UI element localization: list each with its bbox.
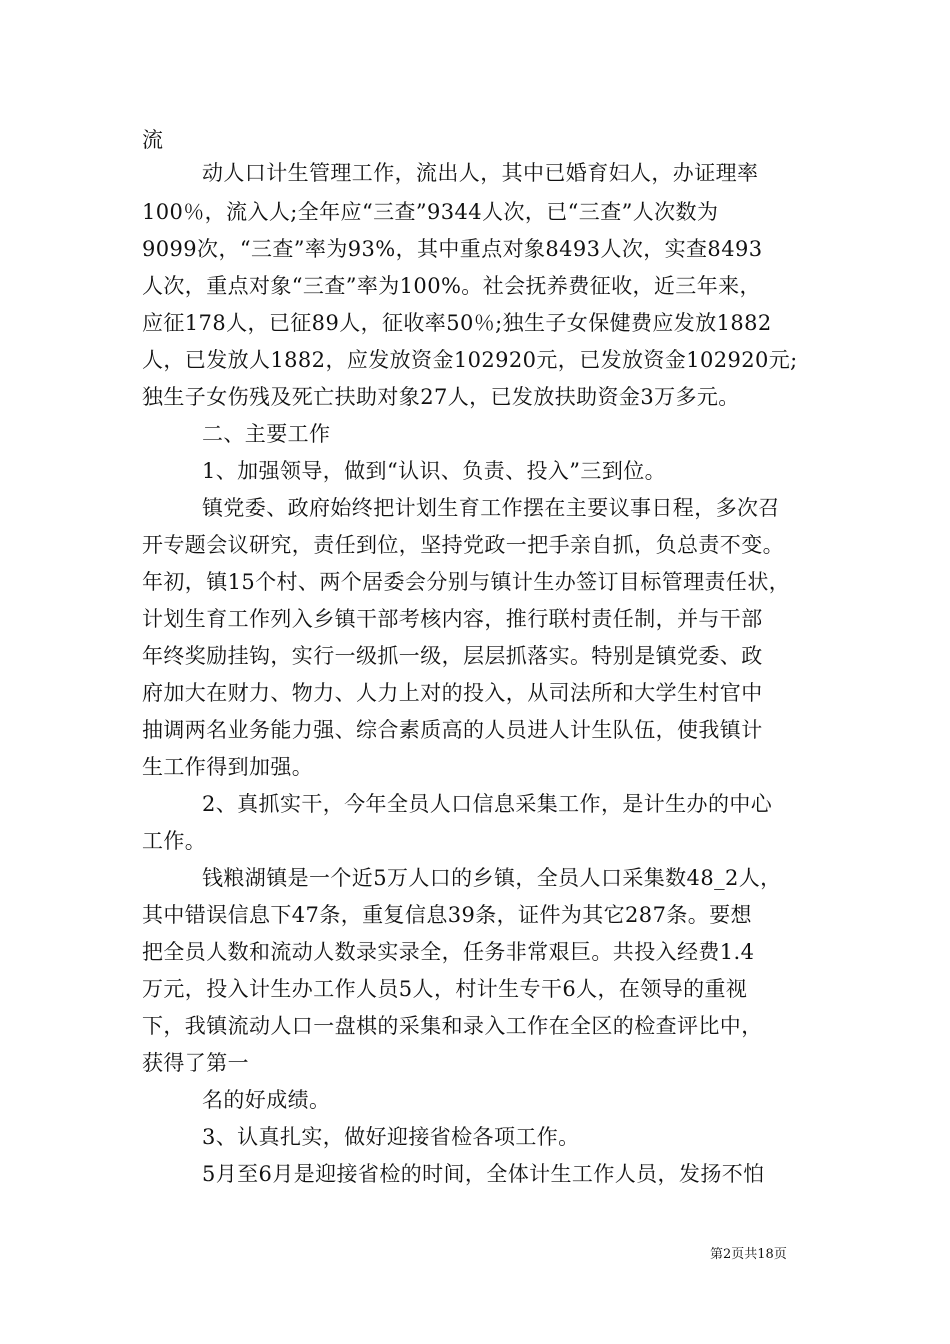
subsection-heading: 2、真抓实干，今年全员人口信息采集工作，是计生办的中心 xyxy=(202,792,773,816)
text-line: 动人口计生管理工作，流出人，其中已婚育妇人，办证理率 xyxy=(202,161,759,185)
text-line: 下，我镇流动人口一盘棋的采集和录入工作在全区的检查评比中， xyxy=(142,1014,763,1038)
text-line: 获得了第一 xyxy=(142,1051,249,1075)
text-line: 名的好成绩。 xyxy=(202,1088,331,1112)
subsection-heading: 3、认真扎实，做好迎接省检各项工作。 xyxy=(202,1125,580,1149)
text-line: 100％，流入人;全年应“三查”9344人次，已“三查”人次数为 xyxy=(142,200,719,224)
text-line: 万元，投入计生办工作人员5人，村计生专干6人，在领导的重视 xyxy=(142,977,748,1001)
subsection-heading: 1、加强领导，做到“认识、负责、投入”三到位。 xyxy=(202,459,667,483)
text-line: 9099次，“三查”率为93%，其中重点对象8493人次，实查8493 xyxy=(142,237,763,261)
text-line: 抽调两名业务能力强、综合素质高的人员进人计生队伍，使我镇计 xyxy=(142,718,763,742)
text-line: 开专题会议研究，责任到位，坚持党政一把手亲自抓，负总责不变。 xyxy=(142,533,784,557)
text-line: 流 xyxy=(142,128,164,152)
text-line: 镇党委、政府始终把计划生育工作摆在主要议事日程，多次召 xyxy=(202,496,780,520)
text-line: 钱粮湖镇是一个近5万人口的乡镇，全员人口采集数48_2人， xyxy=(202,866,782,890)
text-line: 人次，重点对象“三查”率为100%。社会抚养费征收，近三年来， xyxy=(142,274,761,298)
text-line: 人，已发放人1882，应发放资金102920元，已发放资金102920元; xyxy=(142,348,798,372)
text-line: 应征178人，已征89人，征收率50％;独生子女保健费应发放1882 xyxy=(142,311,772,335)
text-line: 其中错误信息下47条，重复信息39条，证件为其它287条。要想 xyxy=(142,903,752,927)
text-line: 年终奖励挂钩，实行一级抓一级，层层抓落实。特别是镇党委、政 xyxy=(142,644,763,668)
text-line: 工作。 xyxy=(142,829,207,853)
page-number-footer: 第2页共18页 xyxy=(710,1247,787,1262)
section-heading: 二、主要工作 xyxy=(202,422,331,446)
text-line: 独生子女伤残及死亡扶助对象27人，已发放扶助资金3万多元。 xyxy=(142,385,740,409)
text-line: 把全员人数和流动人数录实录全，任务非常艰巨。共投入经费1.4 xyxy=(142,940,755,964)
text-line: 年初，镇15个村、两个居委会分别与镇计生办签订目标管理责任状， xyxy=(142,570,791,594)
text-line: 府加大在财力、物力、人力上对的投入，从司法所和大学生村官中 xyxy=(142,681,763,705)
text-line: 计划生育工作列入乡镇干部考核内容，推行联村责任制，并与干部 xyxy=(142,607,763,631)
text-line: 生工作得到加强。 xyxy=(142,755,314,779)
text-line: 5月至6月是迎接省检的时间，全体计生工作人员，发扬不怕 xyxy=(202,1162,765,1186)
